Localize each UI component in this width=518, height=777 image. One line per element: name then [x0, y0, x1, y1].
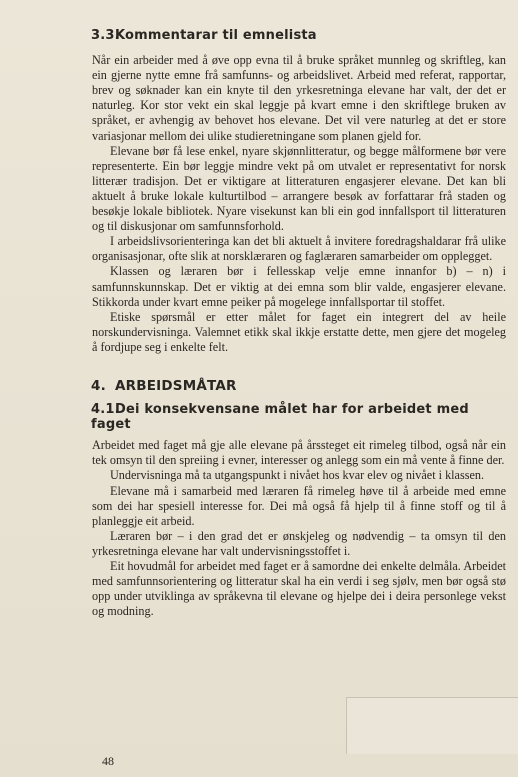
- paragraph: Elevane må i samarbeid med læraren få rimeleg høve til å arbeide med emne som dei har spesiell interesse for. Dei må også få hjelp til å finne stoff og til å planleggje eit arbeid.: [92, 483, 506, 528]
- paragraph: Elevane bør få lese enkel, nyare skjønnlitteratur, og begge målformene bør vere representerte. Ein bør leggje mindre vekt på om utvalet er representativt for norsk litterær tradisjon. Det er viktigare at litteraturen engasjerer elevane. Det kan bli aktuelt å bruke lokale kulturtilbod – arrangere besøk av forfattarar frå staden og besøkje lokale bibliotek. Nyare visekunst kan bli ein god innfallsport til litteraturen og til diskusjonar om samfunnsforhold.: [92, 143, 506, 234]
- corner-label-box: [346, 697, 518, 754]
- chapter-number: 4.: [91, 377, 106, 394]
- paragraph: Klassen og læraren bør i fellesskap velje emne innanfor b) – n) i samfunnskunnskap. Det er viktig at dei emna som blir valde, engasjerer elevane. Stikkorda under kvart emne peiker på mogelege innfallsportar til stoffet.: [92, 264, 506, 309]
- paragraph: Læraren bør – i den grad det er ønskjeleg og nødvendig – ta omsyn til den yrkesretninga elevane har valt undervisningsstoffet i.: [92, 528, 506, 558]
- chapter-title: ARBEIDSMÅTAR: [115, 377, 237, 394]
- section-number: 3.3.: [91, 28, 120, 43]
- paragraph: I arbeidslivsorienteringa kan det bli aktuelt å invitere foredragshaldarar frå ulike organisasjonar, ofte slik at norsklæraren og faglæraren samarbeider om opplegget.: [92, 234, 506, 264]
- section-title: Dei konsekvensane målet har for arbeidet med faget: [91, 402, 469, 433]
- section-number: 4.1.: [91, 402, 120, 418]
- section-heading-4-1: [91, 402, 506, 432]
- chapter-heading-4: [91, 379, 506, 394]
- paragraph: Etiske spørsmål er etter målet for faget ein integrert del av heile norskundervisninga. Valemnet etikk skal ikkje erstatte dette, men gjere det mogeleg å fordjupe seg i enkelte felt.: [92, 309, 506, 354]
- page-content: [92, 28, 506, 619]
- paragraph: Når ein arbeider med å øve opp evna til å bruke språket munnleg og skriftleg, kan ein gjerne nytte emne frå samfunns- og arbeidslivet. Arbeid med referat, rapportar, brev og søknader kan ein knyte til den yrkesretninga elevane har valt, der det er naturleg. Kor stor vekt ein skal leggje på kvart emne i den skriftlege bruken av språket, er avhengig av behovet hos elevane. Det vil vere naturleg at det er store variasjonar mellom dei ulike studieretningane som planen gjeld for.: [92, 53, 506, 143]
- section-title: Kommentarar til emnelista: [115, 28, 317, 43]
- paragraph: Eit hovudmål for arbeidet med faget er å samordne dei enkelte delmåla. Arbeidet med samfunnsorientering og litteratur skal ha ein verdi i seg sjølv, men bør også stø opp under utviklinga av språkevna til elevane og hjelpe dei i deira personlege vekst og modning.: [92, 559, 506, 619]
- paragraph: Undervisninga må ta utgangspunkt i nivået hos kvar elev og nivået i klassen.: [110, 468, 485, 483]
- section-heading-3-3: [91, 28, 506, 43]
- page-number: 48: [102, 754, 114, 768]
- paragraph: Arbeidet med faget må gje alle elevane på årssteget eit rimeleg tilbod, også når ein tek omsyn til den spreiing i evner, interesser og anlegg som ein må vente å finne der.: [92, 438, 506, 468]
